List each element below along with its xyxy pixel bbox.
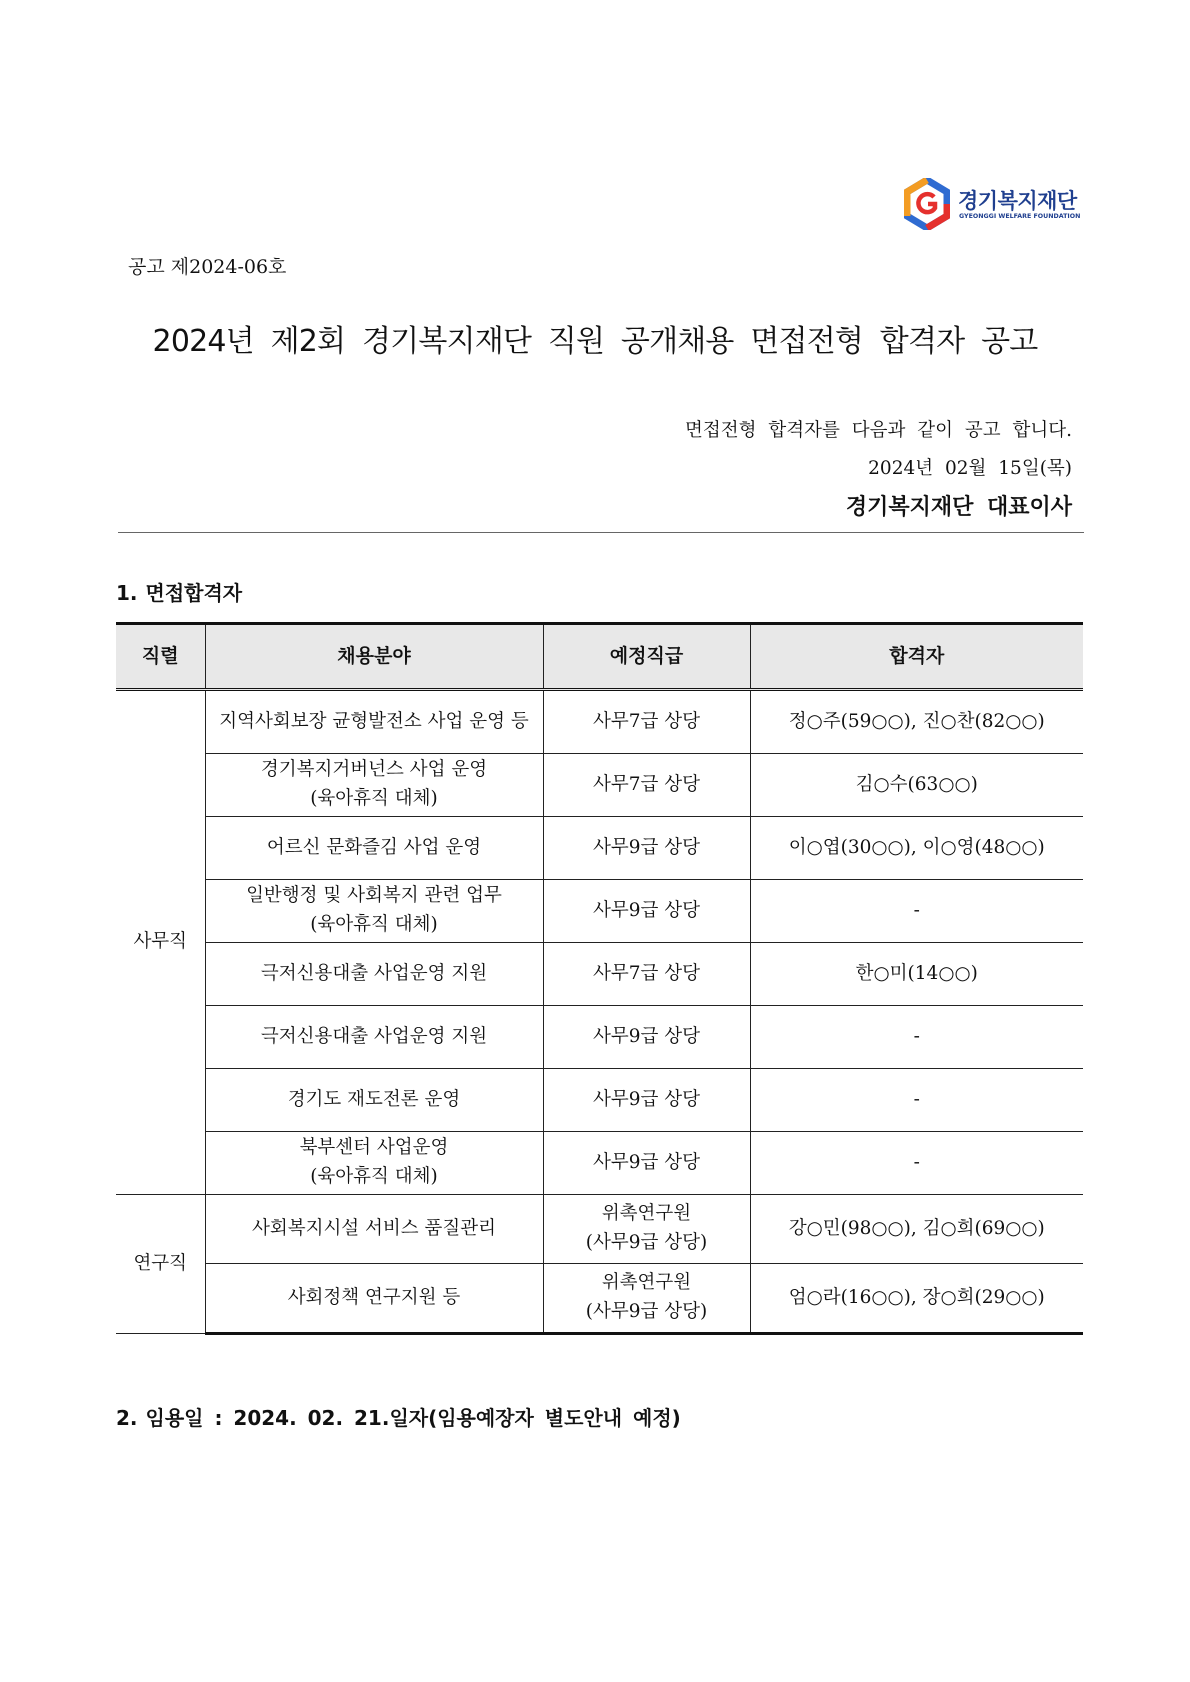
results-table bbox=[116, 622, 1083, 1335]
grade-line: 위촉연구원 bbox=[601, 1203, 692, 1225]
passed-cell: 이○엽(30○○), 이○영(48○○) bbox=[750, 817, 1083, 880]
header-passed: 합격자 bbox=[750, 624, 1083, 690]
passed-cell: - bbox=[750, 880, 1083, 943]
field-cell bbox=[205, 754, 543, 817]
table-row bbox=[116, 1264, 1083, 1334]
grade-line: 사무9급 상당 bbox=[592, 836, 700, 858]
category-cell: 연구직 bbox=[116, 1195, 205, 1334]
table-row bbox=[116, 754, 1083, 817]
grade-cell bbox=[543, 880, 750, 943]
foundation-emblem-icon bbox=[904, 178, 950, 230]
field-line: 어르신 문화즐김 사업 운영 bbox=[266, 836, 482, 858]
field-line: 경기도 재도전론 운영 bbox=[287, 1088, 461, 1110]
field-cell bbox=[205, 690, 543, 754]
grade-line: 사무7급 상당 bbox=[592, 962, 700, 984]
section-2-heading bbox=[116, 1402, 681, 1431]
field-line: 극저신용대출 사업운영 지원 bbox=[260, 962, 488, 984]
table-row bbox=[116, 690, 1083, 754]
passed-cell: - bbox=[750, 1006, 1083, 1069]
grade-cell bbox=[543, 1006, 750, 1069]
passed-cell: 정○주(59○○), 진○찬(82○○) bbox=[750, 690, 1083, 754]
grade-cell bbox=[543, 1069, 750, 1132]
field-cell bbox=[205, 1006, 543, 1069]
table-row bbox=[116, 880, 1083, 943]
logo-subtitle: GYEONGGI WELFARE FOUNDATION bbox=[959, 213, 1081, 220]
grade-line: 사무7급 상당 bbox=[592, 773, 700, 795]
issuing-organization: 경기복지재단 대표이사 bbox=[845, 495, 1072, 520]
field-line: 북부센터 사업운영 bbox=[299, 1137, 449, 1159]
section-1-heading bbox=[116, 577, 242, 606]
foundation-logo bbox=[904, 178, 1084, 234]
header-divider bbox=[118, 532, 1084, 533]
passed-cell: 한○미(14○○) bbox=[750, 943, 1083, 1006]
grade-cell bbox=[543, 1195, 750, 1264]
grade-cell bbox=[543, 943, 750, 1006]
passed-cell: 김○수(63○○) bbox=[750, 754, 1083, 817]
announcement-date: 2024년 02월 15일(목) bbox=[868, 458, 1072, 479]
field-cell bbox=[205, 1132, 543, 1195]
passed-cell: - bbox=[750, 1132, 1083, 1195]
table-row bbox=[116, 943, 1083, 1006]
passed-cell: 엄○라(16○○), 장○희(29○○) bbox=[750, 1264, 1083, 1334]
passed-cell: - bbox=[750, 1069, 1083, 1132]
field-cell bbox=[205, 880, 543, 943]
grade-cell bbox=[543, 1132, 750, 1195]
grade-line: 사무9급 상당 bbox=[592, 1151, 700, 1173]
table-row bbox=[116, 817, 1083, 880]
field-line: 지역사회보장 균형발전소 사업 운영 등 bbox=[219, 710, 529, 732]
field-note: (육아휴직 대체) bbox=[310, 788, 438, 809]
field-cell bbox=[205, 943, 543, 1006]
grade-line: 사무7급 상당 bbox=[592, 710, 700, 732]
table-row bbox=[116, 1132, 1083, 1195]
grade-note: (사무9급 상당) bbox=[585, 1232, 708, 1253]
table-header-row bbox=[116, 624, 1083, 690]
grade-line: 사무9급 상당 bbox=[592, 1025, 700, 1047]
logo-name: 경기복지재단 bbox=[958, 189, 1077, 213]
grade-cell bbox=[543, 1264, 750, 1334]
appointment-date-text: 임용일 : 2024. 02. 21.일자(임용예장자 별도안내 예정) bbox=[145, 1406, 681, 1430]
grade-cell bbox=[543, 754, 750, 817]
field-line: 일반행정 및 사회복지 관련 업무 bbox=[246, 885, 502, 907]
category-cell: 사무직 bbox=[116, 690, 205, 1195]
field-cell bbox=[205, 817, 543, 880]
field-line: 사회복지시설 서비스 품질관리 bbox=[251, 1217, 497, 1239]
section-number: 2. bbox=[116, 1406, 138, 1430]
field-line: 사회정책 연구지원 등 bbox=[287, 1286, 461, 1308]
header-grade: 예정직급 bbox=[543, 624, 750, 690]
field-note: (육아휴직 대체) bbox=[310, 1166, 438, 1187]
grade-line: 사무9급 상당 bbox=[592, 1088, 700, 1110]
field-cell bbox=[205, 1264, 543, 1334]
section-number: 1. bbox=[116, 581, 138, 605]
grade-note: (사무9급 상당) bbox=[585, 1301, 708, 1322]
table-row bbox=[116, 1195, 1083, 1264]
passed-cell: 강○민(98○○), 김○희(69○○) bbox=[750, 1195, 1083, 1264]
field-line: 경기복지거버넌스 사업 운영 bbox=[260, 759, 488, 781]
field-cell bbox=[205, 1195, 543, 1264]
header-category: 직렬 bbox=[116, 624, 205, 690]
grade-line: 위촉연구원 bbox=[601, 1272, 692, 1294]
field-cell bbox=[205, 1069, 543, 1132]
table-row bbox=[116, 1069, 1083, 1132]
header-field: 채용분야 bbox=[205, 624, 543, 690]
grade-line: 사무9급 상당 bbox=[592, 899, 700, 921]
table-row bbox=[116, 1006, 1083, 1069]
notice-number: 공고 제2024-06호 bbox=[128, 256, 287, 278]
field-line: 극저신용대출 사업운영 지원 bbox=[260, 1025, 488, 1047]
grade-cell bbox=[543, 690, 750, 754]
grade-cell bbox=[543, 817, 750, 880]
intro-text: 면접전형 합격자를 다음과 같이 공고 합니다. bbox=[685, 420, 1072, 441]
document-title: 2024년 제2회 경기복지재단 직원 공개채용 면접전형 합격자 공고 bbox=[152, 324, 1038, 359]
field-note: (육아휴직 대체) bbox=[310, 914, 438, 935]
section-title: 면접합격자 bbox=[145, 581, 243, 605]
